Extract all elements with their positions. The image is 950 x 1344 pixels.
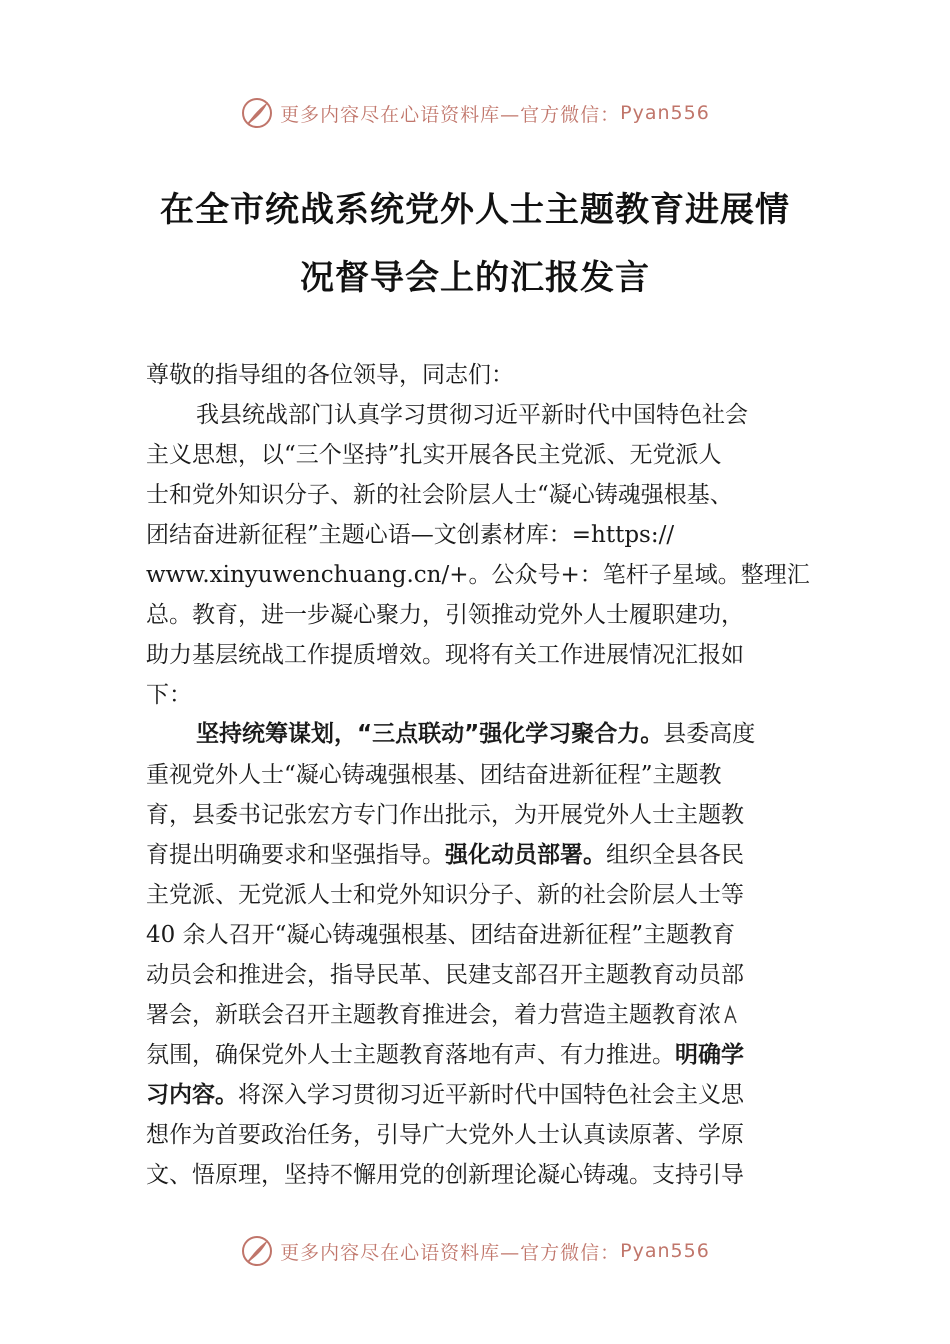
paragraph-line: www.xinyuwenchuang.cn/+。公众号+：笔杆子星域。整理汇	[146, 562, 810, 588]
paragraph-line	[146, 1075, 846, 1115]
paragraph-line: 团结奋进新征程”主题心语—文创素材库：=https://	[146, 522, 675, 548]
paragraph-line: 我县统战部门认真学习贯彻习近平新时代中国特色社会	[196, 402, 748, 428]
watermark-handle: Pyan556	[620, 1240, 710, 1262]
paragraph-line: 文、悟原理，坚持不懈用党的创新理论凝心铸魂。支持引导	[146, 1162, 744, 1188]
document-title-line-2: 况督导会上的汇报发言	[300, 258, 650, 298]
section-heading: 坚持统筹谋划，“三点联动”强化学习聚合力。	[196, 721, 664, 747]
paragraph-line: 40 余人召开“凝心铸魂强根基、团结奋进新征程”主题教育	[146, 922, 736, 948]
watermark-text: 更多内容尽在心语资料库—官方微信：	[280, 1241, 621, 1264]
paragraph-line	[146, 835, 846, 875]
paragraph-line: 助力基层统战工作提质增效。现将有关工作进展情况汇报如	[146, 642, 744, 668]
paragraph-text: 署会，新联会召开主题教育推进会，着力营造主题教育浓	[146, 1002, 721, 1028]
document-title-line-1: 在全市统战系统党外人士主题教育进展情	[160, 190, 790, 230]
paragraph-line: 主党派、无党派人士和党外知识分子、新的社会阶层人士等	[146, 882, 744, 908]
paragraph-line: 下：	[146, 682, 192, 708]
paragraph-line	[146, 1035, 846, 1075]
paragraph-line: 想作为首要政治任务，引导广大党外人士认真读原著、学原	[146, 1122, 744, 1148]
paragraph-text: 组织全县各民	[606, 842, 744, 868]
paragraph-line: 育，县委书记张宏方专门作出批示，为开展党外人士主题教	[146, 802, 744, 828]
paragraph-line: 士和党外知识分子、新的社会阶层人士“凝心铸魂强根基、	[146, 482, 733, 508]
paragraph-line	[146, 995, 846, 1035]
subheading: 明确学	[675, 1042, 744, 1068]
watermark-text: 更多内容尽在心语资料库—官方微信：	[280, 103, 621, 126]
watermark-handle: Pyan556	[620, 102, 710, 124]
paragraph-text: 将深入学习贯彻习近平新时代中国特色社会主义思	[238, 1082, 744, 1108]
footer-watermark	[0, 1234, 950, 1268]
paragraph-text: 氛围，确保党外人士主题教育落地有声、有力推进。	[146, 1042, 675, 1068]
quill-pen-logo-icon	[240, 96, 274, 130]
paragraph-text: 县委高度	[663, 721, 756, 747]
paragraph-line: 动员会和推进会，指导民革、民建支部召开主题教育动员部	[146, 962, 744, 988]
salutation: 尊敬的指导组的各位领导，同志们：	[146, 362, 514, 388]
subheading: 习内容。	[146, 1082, 238, 1108]
header-watermark	[0, 96, 950, 130]
subheading: 强化动员部署。	[445, 842, 606, 868]
paragraph-line	[196, 714, 896, 754]
paragraph-text: 育提出明确要求和坚强指导。	[146, 842, 445, 868]
paragraph-line: 主义思想，以“三个坚持”扎实开展各民主党派、无党派人	[146, 442, 722, 468]
paragraph-line: 重视党外人士“凝心铸魂强根基、团结奋进新征程”主题教	[146, 762, 722, 788]
quill-pen-logo-icon	[240, 1234, 274, 1268]
paragraph-line: 总。教育，进一步凝心聚力，引领推动党外人士履职建功，	[146, 602, 744, 628]
pencil-mark-icon	[721, 1003, 739, 1025]
